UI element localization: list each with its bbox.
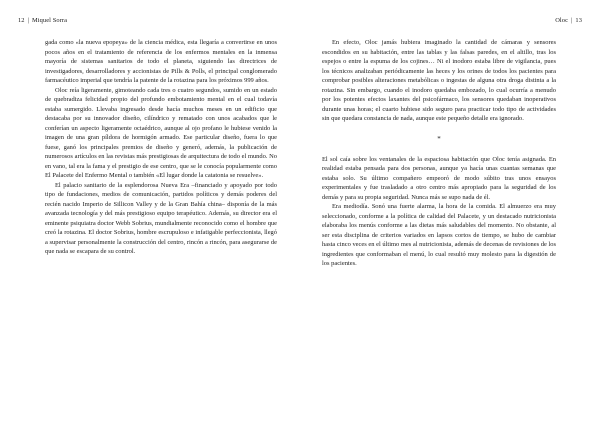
right-running-head: Oloc bbox=[555, 17, 569, 24]
right-running-header bbox=[555, 17, 582, 25]
left-paragraph-1: gada como «la nueva epopeya» de la ciencia médica, esta llegaría a convertirse en unos pocos años en el tratamiento de referencia de los enfermos mentales en la inmensa mayoría de sistemas sanitarios de todo el planeta, siguiendo las directrices de investigadores, desarrolladores y accionistas de Pills & Polls, el principal conglomerado farmacéutico imperial que tendría la patente de la rotazina para los próximos 999 años. bbox=[45, 39, 277, 84]
right-page bbox=[300, 0, 600, 425]
left-running-header bbox=[18, 17, 67, 25]
left-body-text bbox=[45, 38, 277, 257]
right-paragraph-1: En efecto, Oloc jamás hubiera imaginado la cantidad de cámaras y sensores escondidos en su habitación, entre las tablas y las falsas paredes, en el altillo, tras los espejos o entre la espuma de los cojines… Ni el inodoro estaba libre de vigilancia, pues los técnicos analizaban periódicamente las heces y los orines de todos los pacientes para comprobar posibles alteraciones metabólicas o ingestas de alguna otra droga distinta a la rotazina. Sin embargo, cuando el inodoro quedaba embozado, lo cual ocurría a menudo por los potentes efectos laxantes del psicofármaco, los sensores quedaban inoperativos durante unas horas; el cuarto hubiese sido seguro para practicar todo tipo de actividades sin que quedara constancia de nada, aunque este pequeño detalle era ignorado. bbox=[322, 39, 556, 122]
section-separator: * bbox=[437, 134, 441, 143]
right-paragraph-3: Era mediodía. Sonó una fuerte alarma, la hora de la comida. El almuerzo era muy seleccionado, conforme a la política de calidad del Palacete, y un destacado nutricionista elaboraba los menús conforme a las dietas más saludables del momento. No obstante, al ser esta disciplina de criterios variados en lapsos cortos de tiempo, se hubo de cambiar hasta cinco veces en el último mes al nutricionista, además de decenas de revisiones de los ingredientes que conformaban el menú, lo cual resultó muy molesto para la digestión de los pacientes. bbox=[322, 203, 556, 267]
header-separator: | bbox=[571, 17, 573, 24]
right-page-number: 13 bbox=[575, 17, 582, 24]
right-paragraph-2: El sol caía sobre los ventanales de la espaciosa habitación que Oloc tenía asignada. En realidad estaba pensada para dos personas, aunque ya hacía unas cuantas semanas que estaba solo. Su último compañero empeoró de modo súbito tras unos ensayos experimentales y fue trasladado a otro centro más apropiado para la seguridad de los demás y para su propia seguridad. Nunca más se supo nada de él. bbox=[322, 155, 556, 201]
left-running-head: Miquel Sorra bbox=[31, 17, 68, 24]
right-body-text bbox=[322, 38, 556, 269]
left-page-number: 12 bbox=[18, 17, 25, 24]
header-separator: | bbox=[27, 17, 29, 24]
left-paragraph-3: El palacio sanitario de la esplendorosa Nueva Era –financiado y apoyado por todo tipo de fundaciones, medios de comunicación, partidos políticos y demás poderes del recién nacido Imperio de Sillicon Valley y de la Gran Bahía china– disponía de la más avanzada tecnología y del más prestigioso equipo terapéutico. Además, su director era el eminente psiquiatra doctor Webb Sobrius, mundialmente reconocido como el hombre que creó la rotazina. El doctor Sobrius, hombre escrupuloso e infatigable perfeccionista, llegó a supervisar personalmente la construcción del centro, rincón a rincón, para asegurarse de que nada se escapara de su control. bbox=[45, 181, 277, 255]
left-paragraph-2: Oloc reía ligeramente, gimoteando cada tres o cuatro segundos, sumido en un estado de quebradiza felicidad propio del profundo embotamiento mental en el cual todavía estaba sumergido. Llevaba ingresado desde hacía muchos meses en un edificio que destacaba por su innovador diseño, cilíndrico y rematado con unos acabados que le conferían un aspecto ligeramente octaédrico, aunque al ojo profano le hubiese venido la imagen de una gran píldora de hormigón armado. Ese particular diseño, fuera lo que fuese, ganó los principales premios de diseño y generó, además, la publicación de numerosos artículos en las revistas más prestigiosas de arquitectura de todo el mundo. No en vano, tal era la fama y el prestigio de ese centro, que se le conocía popularmente como El Palacete del Enfermo Mental o también «El lugar donde la catatonia se resuelve». bbox=[45, 86, 277, 179]
